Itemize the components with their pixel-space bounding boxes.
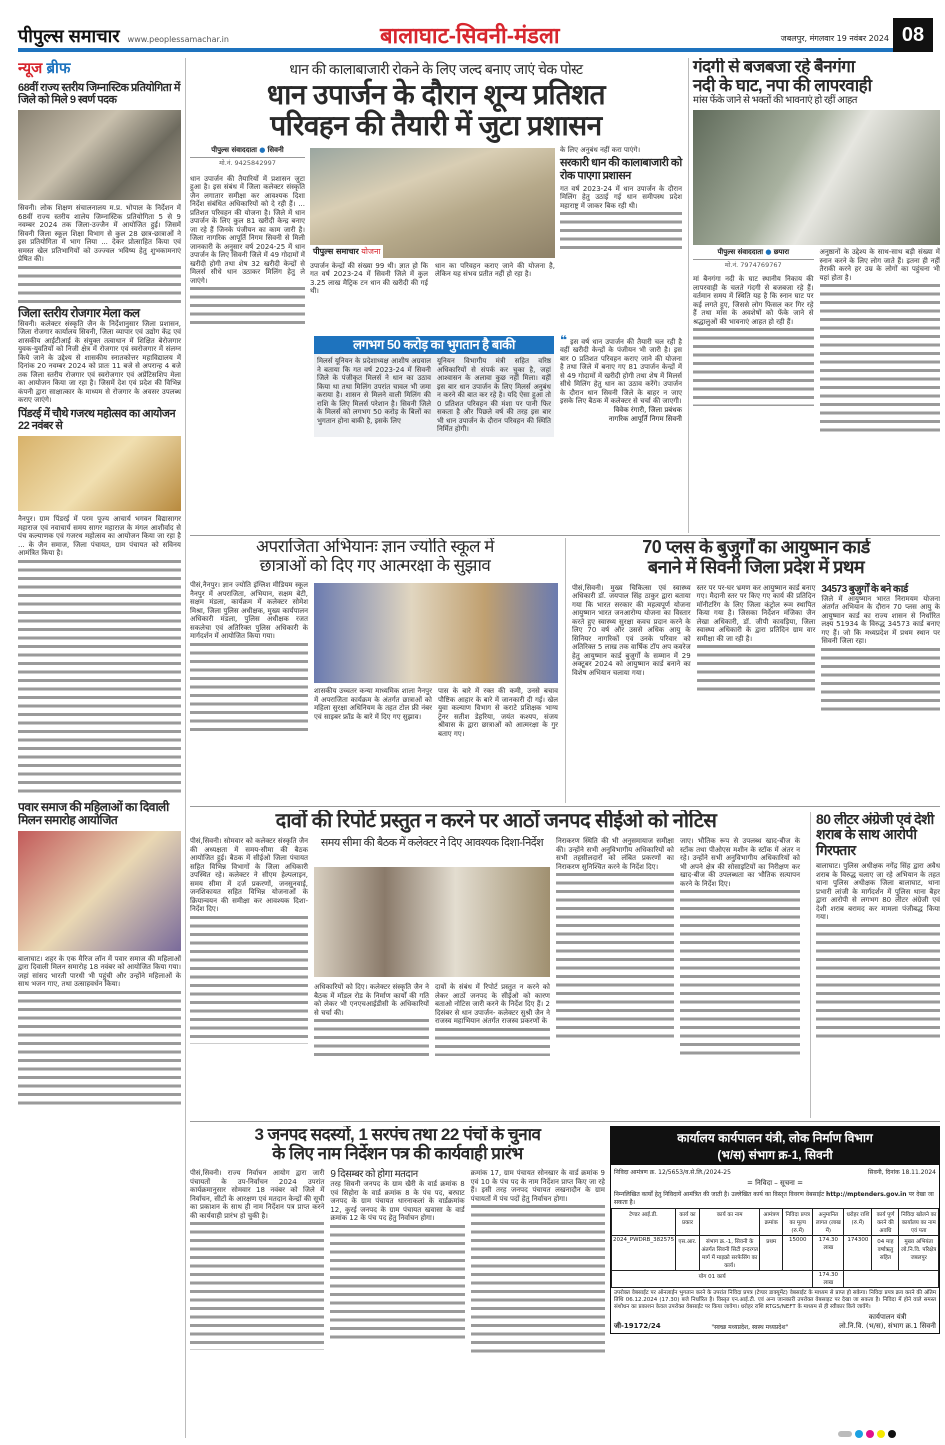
tender-code: जी-19172/24 — [614, 1322, 661, 1330]
tender-website-link[interactable]: http://mptenders.gov.in — [826, 1191, 907, 1198]
notice-story — [190, 810, 802, 1118]
lead-col-4a: के लिए अनुबंध नहीं करा पाएंगे। — [560, 146, 682, 155]
aprajita-story — [190, 538, 560, 803]
tender-column-header: कार्य पूर्ण करने की अवधि — [872, 1209, 899, 1236]
quote-attribution: विवेक रंगारी, जिला प्रबंधक — [613, 405, 682, 414]
tender-header — [611, 1127, 939, 1165]
masthead-rule — [18, 48, 893, 52]
tender-cell: संभाग क्र.-1, सिवनी के अंतर्गत सिवनी सिटी इन्दरगत मार्ग में माइक्रो सरफेसिंग का कार्य। — [699, 1236, 760, 1271]
school-event-photo — [314, 583, 558, 683]
brief-title: जिला स्तरीय रोजगार मेला कल — [18, 305, 140, 320]
ayushman-col-2: स्तर पर पर-घर भ्रमण कर आयुष्मान कार्ड बनाए गए। मैदानी स्तर पर किए गए कार्य की प्रतिदिन मॉनीटरिंग के लिए जिला कंट्रोल रूम स्थापित किया गया है। जिसका निर्देशन मंजिका जैन लेखा अधिकारी, डॉ. जीपी कावड़िया, जिला स्वास्थ्य अधिकारी के द्वारा प्रतिदिन ग्राम वार समीक्षा की जा रही है। — [696, 583, 816, 643]
aprajita-headline-1: अपराजिता अभियानः ज्ञान ज्योति स्कूल में — [256, 538, 494, 556]
site-url: www.peoplessamachar.in — [127, 35, 229, 44]
tender-cell: 15000 — [783, 1236, 813, 1271]
news-brief-column — [18, 58, 186, 1438]
logo: पीपुल्स समाचार — [18, 26, 120, 46]
byline-name: पीपुल्स संवाददाता — [211, 145, 257, 154]
tender-terms: उपरोक्त वेबसाईट पर ऑनलाईन भुगतान करने के उपरांत निविदा प्रपत्र (टेण्डर डाक्यूमेंट) वेबसाईट के माध्यम से प्राप्त हो सकेगा। निविदा प्रपत्र क्रय करने की अंतिम तिथि 06.12.2024 (17.30) बजे निर्धारित है। विस्तृत एन.आई.टी. एवं अन्य जानकारी उपरोक्त वेबसाइट पर देखा जा सकता है। निविदा में होने वाले समस्त संशोधन का प्रकाशन केवल उपरोक्त वेबसाईट पर किया जावेगा। धरोहर राशि RTGS/NEFT के माध्यम से ही स्वीकार किये जावेंगे। — [614, 1290, 936, 1310]
page-number: 08 — [893, 18, 933, 52]
aprajita-col-3: पास के बारे में रक्त की कमी, उनसे बचाव पौष्टिक आहार के बारे में जानकारी दी गई। खेल युवा कल्याण विभाग से कराटे प्रशिक्षक भाग्य ट्रेनर सतीश डेहरिया, जयंत कश्यप, संजय श्रीवास के द्वारा छात्राओं को आत्मरक्षा के गुर बताए गए। — [438, 687, 558, 738]
tender-total-label: योग 01 कार्य — [612, 1271, 813, 1288]
logo-group — [18, 24, 229, 48]
brief-body: सिवनी। कलेक्टर संस्कृति जैन के निर्देशानुसार जिला प्रशासन, जिला रोजगार कार्यालय सिवनी, जिला व्यापार एवं उद्योग केंद्र एवं शासकीय आईटीआई के संयुक्त तत्वाधान में शिक्षित बेरोजगार युवक-युवतियों को निजी क्षेत्र में रोजगार एवं स्वरोजगार में संलग्न किये जाने के उद्देश्य से शासकीय स्नातकोत्तर महाविद्यालय में दिनांक 20 नवम्बर 2024 को प्रातः 11 बजे से अपरान्ह 4 बजे तक जिला स्तरीय रोजगार एवं स्वरोजगार एवं अप्रेंटिसशिप मेला का आयोजन किया जा रहा है। जिसमें देश एवं प्रदेश की विभिन्न कंपनी द्वारा साक्षात्कार के माध्यम से रोजगार के अवसर उपलब्ध कराए जाएंगे। — [18, 319, 181, 405]
brief-body: सिवनी। लोक शिक्षण संचालनालय म.प्र. भोपाल के निर्देशन में 68वीं राज्य स्तरीय शालेय जिम्नास्टिक प्रतियोगिता 5 से 9 नवम्बर 2024 तक जिला-उज्जैन में आयोजित हुई। जिसमें सिवनी जिला स्कूल शिक्षा विभाग से कुल 28 छात्र-छात्राओं ने इस प्रतियोगिता में भाग लिया ... देकर प्रोत्साहित किया एवं समस्त खेल प्रतिभागियों को उज्ज्वल भविष्य हेतु शुभकामनाएं प्रेषित की। — [18, 204, 181, 264]
byline: पीपुल्स संवाददाता ● छपारा — [693, 248, 814, 260]
liquor-headline: 80 लीटर अंग्रेजी एवं देशी शराब के साथ आरोपी गिरफ्तार — [816, 812, 934, 858]
paddy-godown-photo — [310, 148, 555, 258]
masthead — [0, 0, 945, 52]
election-col-1: पीसं,सिवनी। राज्य निर्वाचन आयोग द्वारा जारी पंचायतों के उप-निर्वाचन 2024 उपरांत कार्यक्रमानुसार सोमवार 18 नवंबर को जिले में निर्वाचन, सीटों के आरक्षण एवं मतदान केन्द्रों की सूची का प्रकाशन के साथ ही नाम निर्देशन पत्र प्राप्त करने की कार्यवाही प्रारंभ हो चुकी है। — [190, 1169, 325, 1220]
quote-body: इस वर्ष धान उपार्जन की तैयारी चल रही है वहीं खरीदी केन्द्रों के पंजीयन भी जारी है। इस बार 0 प्रतिशत परिवहन कराए जाने की योजना है तथा जिले में बनाए गए 81 उपार्जन केन्द्रों में से 49 गोदामों में खरीदी होगी तथा शेष में मिलर्स सीधे मिलिंग हेतु धान का उठाव करेंगे। उपार्जन के दौरान धान सिवनी जिले के बाहर न जाए इसके लिए बैठक में कलेक्टर से चर्चा की जाएगी। — [560, 337, 682, 406]
ayushman-subhead: 34573 बुजुर्गों के बने कार्ड — [821, 583, 908, 595]
lead-col-2: उपार्जन केन्द्रों की संख्या 99 थी। ज्ञात हो कि गत वर्ष 2023-24 में सिवनी जिले में कुल 3.25 लाख मैट्रिक टन धान की खरीदी की गई थी। — [310, 261, 428, 296]
photo-tag-label: योजना — [361, 246, 381, 256]
lead-headline-1: धान उपार्जन के दौरान शून्य प्रतिशत — [266, 79, 606, 111]
liquor-body: बालाघाट। पुलिस अधीक्षक नगेंद्र सिंह द्वारा अवैध शराब के विरुद्ध चलाए जा रहे अभियान के तहत थाना पुलिस अधीक्षक जिला बालाघाट, थाना प्रभारी लांजी के मार्गदर्शन में पुलिस थाना बैहर द्वारा आरोपी से लगभग 80 लीटर अंग्रेजी एवं देशी शराब बरामद कर मामला पंजीबद्ध किया गया। — [816, 862, 940, 922]
liquor-story — [810, 812, 940, 1118]
section-title: बालाघाट-सिवनी-मंडला — [380, 23, 560, 48]
ayushman-col-1: पीसं,सिवनी। मुख्य चिकित्सा एवं स्वास्थ्य अधिकारी डॉ. जयपाल सिंह ठाकुर द्वारा बताया गया कि भारत सरकार की महत्वपूर्ण योजना आयुष्मान भारत जनआरोग्य योजना का विस्तार करते हुए स्वास्थ्य सुरक्षा कवच प्रदान करने के लिए 70 वर्ष और उससे अधिक आयु के सिनियर नागरिकों एवं उनके परिवार को अतिरिक्त 5 लाख तक वार्षिक टॉप अप कवरेज हेतु आयुष्मान कार्ड बुजुर्गों के सम्मान में 29 अक्टूबर 2024 को आयुष्मान कार्ड बनाने का विशेष अभियान चलाया गया। — [572, 583, 691, 677]
payment-box-title: लगभग 50 करोड़ का भुगतान है बाकी — [314, 336, 554, 354]
aprajita-col-2: शासकीय उच्चतर कन्या माध्यमिक शाला नैनपुर में अपराजिता कार्यक्रम के अंतर्गत छात्राओं को महिला सुरक्षा अधिनियम के तहत टोल फ्री नंबर एवं साइबर फ्रॉड के बारे में दिए गए सुझाव। — [314, 687, 432, 721]
lead-col-1: धान उपार्जन की तैयारियों में प्रशासन जुटा हुआ है। इस संबंध में जिला कलेक्टर संस्कृति जैन लगातार समीक्षा कर आवश्यक दिशा निर्देश संबंधित अधिकारियों को दे रही हैं। ... प्रतिशत परिवहन की योजना है। जिले में धान उपार्जन के लिए कुल 81 खरीदी केन्द्र बनाए जा रहे हैं जिनके पंजीयन का काम जारी है। जिला नागरिक आपूर्ति निगम सिवनी से मिली जानकारी के अनुसार वर्ष 2024-25 में धान उपार्जन के लिए सिवनी जिले में 49 गोदामों में खरीदी होगी तथा शेष 32 खरीदी केन्द्रों से मिलर्स सीधे धान उठाकर मिलिंग हेतु ले जाएंगे। — [190, 174, 305, 285]
ayushman-story — [565, 538, 940, 803]
election-headline-2: के लिए नाम निर्देशन पत्र की कार्यवाही प्रारंभ — [272, 1143, 523, 1163]
bainganga-headline-2: नदी के घाट, नपा की लापरवाही — [693, 75, 872, 95]
tender-title-1: कार्यालय कार्यपालन यंत्री, लोक निर्माण विभाग — [677, 1131, 873, 1145]
lead-col-3: धान का परिवहन कराए जाने की योजना है, लेकिन यह संभव प्रतीत नहीं हो रहा है। — [435, 261, 555, 279]
payment-box — [314, 336, 554, 437]
tender-ref: निविदा आमंत्रण क्र. 12/5653/व.से.लि./2024-25 — [614, 1169, 731, 1176]
tender-column-header: निविदा खोलने का कार्यालय का नाम एवं पता — [899, 1209, 939, 1236]
tender-column-header: आमंत्रण क्रमांक — [760, 1209, 783, 1236]
tender-cell: मुख्य अभियंता लो.नि.वि. परिक्षेत्र जबलपुर — [899, 1236, 939, 1271]
election-subhead: 9 दिसम्बर को होगा मतदान — [330, 1169, 418, 1181]
diwali-photo — [18, 831, 181, 951]
ayushman-col-3: जिले में आयुष्मान भारत निरामयम योजना अंतर्गत अभियान के दौरान 70 प्लस आयु के आयुष्मान कार्ड का राज्य शासन से निर्धारित लक्ष्य 51934 के विरुद्ध 34573 कार्ड बनाए गए हैं। जो कि मध्यप्रदेश में प्रथम स्थान पर सिवनी जिला रहा। — [821, 594, 940, 646]
brief-title: पिंडरई में चौथे गजरथ महोत्सव का आयोजन 22 नवंबर से — [18, 407, 176, 432]
ayushman-headline-1: 70 प्लस के बुजुर्गों का आयुष्मान कार्ड — [642, 538, 870, 557]
tender-cell: 174300 — [844, 1236, 872, 1271]
notice-col-2: अधिकारियों को दिए। कलेक्टर संस्कृति जैन ने बैठक में मॉडल रोड के निर्माण कार्यों की गति को लेकर भी एनएचआईडीसी के अधिकारियों से चर्चा की। — [314, 983, 429, 1017]
lead-body — [190, 146, 682, 506]
payment-box-col-1: मिलर्स यूनियन के प्रदेशाध्यक्ष आशीष अग्रवाल ने बताया कि गत वर्ष 2023-24 में सिवनी जिले के पंजीकृत मिलर्स ने धान का उठाव किया था तथा मिलिंग उपरांत चावल भी जमा कराया है। शासन से मिलने वाली मिलिंग की राशि के लिए मिलर्स परेशान है। सिवनी जिले के मिलर्स को लगभग 50 करोड़ के बिलों का भुगतान होना बाकी है, इसके लिए — [317, 357, 431, 425]
lead-kicker: धान की कालाबाजारी रोकने के लिए जल्द बनाए जाएं चेक पोस्ट — [289, 61, 583, 77]
brief-title: पवार समाज की महिलाओं का दिवाली मिलन समारोह आयोजित — [18, 799, 169, 827]
byline-name: पीपुल्स संवाददाता — [717, 248, 764, 257]
brief-label-a: न्यूज — [18, 60, 43, 77]
issue-date: जबलपुर, मंगलवार 19 नवंबर 2024 — [780, 34, 889, 43]
meeting-photo — [314, 867, 550, 977]
tender-slogan: "स्वच्छ मध्यप्रदेश, स्वस्थ मध्यप्रदेश" — [711, 1324, 789, 1331]
lead-headline-2: परिवहन की तैयारी में जुटा प्रशासन — [270, 110, 602, 142]
byline-mobile: मो.नं. 9425842997 — [219, 158, 276, 167]
notice-col-1: पीसं,सिवनी। सोमवार को कलेक्टर संस्कृति जैन की अध्यक्षता में समय-सीमा की बैठक आयोजित हुई। बैठक में सीईओ जिला पंचायत सहित विभिन्न विभागों के जिला अधिकारी उपस्थित रहे। कलेक्टर ने सीएम हेल्पलाइन, समय सीमा में दर्ज प्रकरणों, जनसुनवाई, जनशिकायत सहित विभिन्न योजनाओं के क्रियान्वयन की समीक्षा कर आवश्यक दिशा-निर्देश दिए। — [190, 837, 308, 913]
election-col-3: क्रमांक 17, ग्राम पंचायत सोनखार के वार्ड क्रमांक 9 एवं 10 के पंच पद के नाम निर्देशन प्राप्त किए जा रहे हैं। इसी तरह जनपद पंचायत लखनादौन के ग्राम पंचायतों में पंच पदों हेतु निर्वाचन होगा। — [470, 1169, 605, 1203]
tender-cell: प्रथम — [760, 1236, 783, 1271]
lead-col-4b: गत वर्ष 2023-24 में धान उपार्जन के दौरान मिलिंग हेतु उठाई गई धान समीपस्थ प्रदेश महाराष्ट्र में जाकर बिक रही थी। — [560, 184, 682, 210]
byline-mobile: मो.नं. 7974769767 — [724, 261, 782, 270]
mahotsav-photo — [18, 436, 181, 511]
tender-signatory: कार्यपालन यंत्री — [868, 1313, 907, 1321]
tender-column-header: कार्य का नाम — [699, 1209, 760, 1236]
bainganga-headline-1: गंदगी से बजबजा रहे बैनगंगा — [693, 58, 855, 76]
tender-column-header: टेण्डर आई.डी. — [612, 1209, 676, 1236]
tender-notice-title: = निविदा – सूचना = — [747, 1179, 803, 1187]
tender-column-header: अनुमानित लागत (लाख में) — [813, 1209, 844, 1236]
tender-cell: 2024_PWDRB_382575 — [612, 1236, 676, 1271]
notice-col-4: निराकरण स्थिति की भी अनुसमायाज समीक्षा की। उन्होंने सभी अनुविभागीय अधिकारियों को सभी तहसीलदारों को लंबित प्रकरणों का निराकरण सुनिश्चित करने के निर्देश दिए। — [556, 837, 674, 871]
tender-cell: 174.30 लाख — [813, 1236, 844, 1271]
tender-cell: 04 माह वर्षाऋतु सहित — [872, 1236, 899, 1271]
lead-story — [190, 58, 682, 533]
notice-headline: दावों की रिपोर्ट प्रस्तुत न करने पर आठों जनपद सीईओ को नोटिस — [275, 810, 717, 832]
tender-column-header: कार्य का प्रकार — [676, 1209, 700, 1236]
tender-column-header: निविदा प्रपत्र का मूल्य (रु.में) — [783, 1209, 813, 1236]
tender-column-header: धरोहर राशि (रु.में) — [844, 1209, 872, 1236]
tender-intro: निम्नलिखित कार्यों हेतु निविदायें आमंत्रित की जाती है। उल्लेखित कार्य का विस्तृत विवरण वेबसाईट — [614, 1191, 825, 1198]
election-headline-1: 3 जनपद सदस्यों, 1 सरपंच तथा 22 पंचों के चुनाव — [254, 1126, 541, 1144]
photo-tag-brand: पीपुल्स समाचार — [313, 246, 359, 256]
brief-label-b: ब्रीफ — [46, 60, 71, 77]
brief-body: बालाघाट। शहर के एक मैरिज लॉन में पवार समाज की महिलाओं द्वारा दिवाली मिलन समारोह 18 नवंबर को आयोजित किया गया। जहां सांसद भारती पारधी भी पहुंची और उन्होंने महिलाओं के साथ भजन गाए, तथा उत्साहवर्धन किया। — [18, 954, 181, 989]
bainganga-col-2: अनुष्ठानों के उद्देश्य के साथ-साथ बड़ी संख्या में स्नान करने के लिए लोग जाते हैं। इतना ही नहीं तैराकी करने हर उम्र के लोगों का पहुंचना भी यहां होता है। — [819, 248, 940, 282]
notice-deck: समय सीमा की बैठक में कलेक्टर ने दिए आवश्यक दिशा-निर्देश — [320, 837, 544, 849]
tender-intro-2: पर देखा जा सकता है। — [614, 1191, 934, 1206]
brief-title: 68वीं राज्य स्तरीय जिम्नास्टिक प्रतियोगिता में जिले को मिले 9 स्वर्ण पदक — [18, 82, 180, 107]
election-story — [190, 1126, 605, 1441]
quote-org: नागरिक आपूर्ति निगम सिवनी — [608, 414, 682, 423]
aprajita-col-1: पीसं,नैनपुर। ज्ञान ज्योति इंग्लिश मीडियम स्कूल नैनपुर में अपराजिता, अभियान, सक्षम बेटी, सक्षम मंडला, कार्यक्रम में कलेक्टर सोमेश मिश्रा, जिला पुलिस अधीक्षक, मुख्य कार्यपालन अधिकारी मंडला, पुलिस अधीक्षक रजत सकलेचा एवं अतिरिक्त पुलिस अधिकारी के मार्गदर्शन में आयोजित किया गया। — [190, 581, 308, 641]
notice-col-5: जाए। भौतिक रूप से उपलब्ध खाद-बीज के स्टॉक तथा पीओएस मशीन के स्टॉक में अंतर न रहे। उन्होंने सभी अनुविभागीय अधिकारियों को भी अपने क्षेत्र की सोसाइटियों का निरीक्षण कर खाद-बीज की उपलब्धता का भौतिक सत्यापन करने के निर्देश दिए। — [680, 837, 800, 888]
registration-marks — [838, 1430, 896, 1438]
photo-tag — [310, 245, 383, 258]
tender-table — [611, 1208, 939, 1288]
notice-col-3: दावों के संबंध में रिपोर्ट प्रस्तुत न करने को लेकर आठों जनपद के सीईओ को कारण बताओ नोटिस जारी करने के निर्देश दिए हैं। 2 दिसंबर से धान उपार्जन- कलेक्टर सुश्री जैन ने राजस्व महाभियान अंतर्गत राजस्व प्रकरणों के — [435, 983, 550, 1025]
quote-icon: ❝ — [560, 332, 568, 347]
election-col-2: तरह सिवनी जनपद के ग्राम खैरी के वार्ड क्रमांक 8 एवं सिहोरा के वार्ड क्रमांक 8 के पंच पद, बरघाट जनपद के ग्राम पंचायत धारनाकलां के वार्डक्रमांक 12, कुरई जनपद के ग्राम पंचायत खवासा के वार्ड क्रमांक 12 के पंच पद हेतु निर्वाचन होगा। — [330, 1180, 465, 1223]
bainganga-col-1: मां बैनगंगा नदी के घाट स्थानीय निकाय की लापरवाही के चलते गंदगी से बजबजा रहे हैं। वर्तमान समय में स्थिति यह है कि स्नान घाट पर कई लगते हुए, जिससे लोग फिसल कर गिर रहे हैं तथा मांस के अवशेषों को फेंके जाने से श्रद्धालुओं की भावनाएं आहत हो रही हैं। — [693, 275, 814, 326]
tender-date: सिवनी, दिनांक 18.11.2024 — [867, 1169, 936, 1176]
byline: पीपुल्स संवाददाता ● सिवनी — [190, 146, 305, 158]
gymnastics-photo — [18, 110, 181, 200]
tender-total-value: 174.30 लाख — [813, 1271, 844, 1288]
tender-advertisement — [610, 1126, 940, 1334]
ghat-photo — [693, 110, 940, 245]
official-quote — [560, 332, 682, 424]
tender-signatory-office: लो.नि.वि. (भ/स), संभाग क्र.1 सिवनी — [839, 1322, 936, 1330]
tender-title-2: (भ/स) संभाग क्र-1, सिवनी — [717, 1148, 833, 1162]
quote-text — [560, 332, 682, 406]
byline-place: छपारा — [773, 248, 790, 257]
lead-subhead: सरकारी धान की कालाबाजारी को रोक पाएगा प्रशासन — [560, 157, 682, 182]
byline-place: सिवनी — [267, 145, 284, 154]
bainganga-deck: मांस फेंके जाने से भक्तों की भावनाएं हो रहीं आहत — [693, 95, 857, 107]
news-brief-label — [18, 58, 181, 78]
brief-body: नैनपुर। ग्राम पिंडरई में परम पूज्य आचार्य भगवन विद्यासागर महाराज एवं नवाचार्य समय सागर महाराज के मंगल आशीर्वाद से पंच कल्याणक एवं गजरथ महोत्सव का आयोजन किया जा रहा है ... के जैन समाज, जिला पंचायत, ग्राम पंचायत को सविनय आमंत्रित किया है। — [18, 515, 181, 558]
payment-box-col-2: यूनियन विभागीय मंत्री सहित वरिष्ठ अधिकारियों से संपर्क कर चुका है, जहां आश्वासन के अलावा कुछ नहीं मिला। वहीं इस बार धान उपार्जन के लिए मिलर्स अनुबंध न करने की बात कर रहे है। यदि ऐसा हुआ तो 0 प्रतिशत परिवहन की मंशा पर पानी फिर सकता है और पिछले वर्ष की तरह इस बार भी धान उपार्जन के दौरान परिवहन की स्थिति निर्मित होगी। — [437, 357, 551, 434]
tender-cell: एस.आर. — [676, 1236, 700, 1271]
bainganga-story — [688, 58, 940, 533]
ayushman-headline-2: बनाने में सिवनी जिला प्रदेश में प्रथम — [647, 556, 865, 577]
aprajita-headline-2: छात्राओं को दिए गए आत्मरक्षा के सुझाव — [259, 555, 491, 575]
